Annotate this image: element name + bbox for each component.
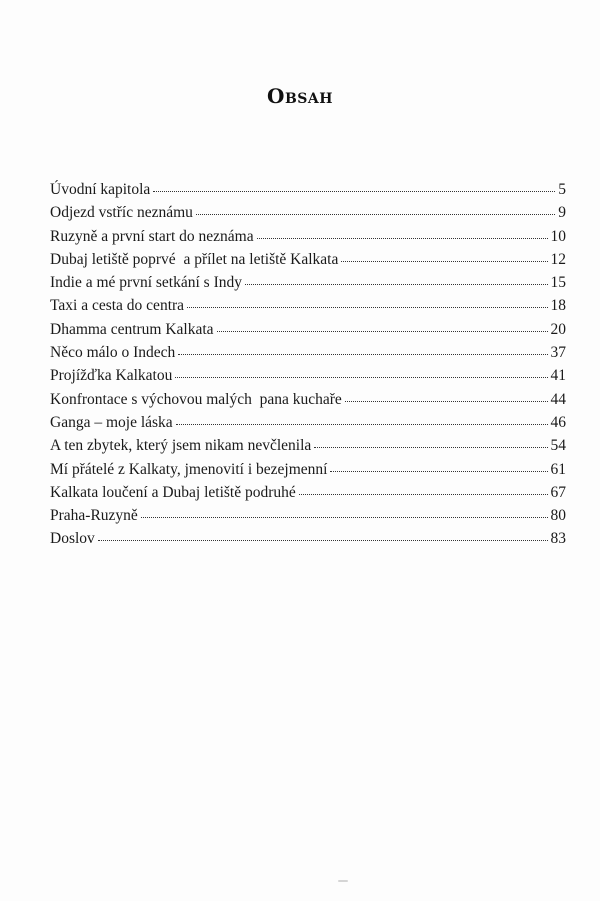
dot-leader xyxy=(257,237,548,239)
dot-leader xyxy=(330,470,547,472)
toc-entry-page: 5 xyxy=(558,181,566,198)
toc-entry-page: 20 xyxy=(550,320,566,338)
toc-entry xyxy=(50,530,566,553)
dot-leader xyxy=(176,423,548,425)
dot-leader xyxy=(187,306,547,308)
toc-entry-title: Dhamma centrum Kalkata xyxy=(50,320,214,338)
toc-entry xyxy=(50,461,566,484)
toc-entry-title: Projížďka Kalkatou xyxy=(50,367,173,385)
toc-entry-title: Taxi a cesta do centra xyxy=(50,297,185,315)
toc-entry-title: Konfrontace s výchovou malých pana kuchaře xyxy=(50,390,342,408)
dot-leader xyxy=(153,190,555,192)
table-of-contents xyxy=(50,181,566,554)
toc-entry xyxy=(50,181,566,204)
dot-leader xyxy=(341,260,547,262)
toc-entry-title: Doslov xyxy=(50,530,95,548)
toc-entry xyxy=(50,367,566,390)
toc-entry-page: 54 xyxy=(550,437,566,455)
toc-entry-title: Indie a mé první setkání s Indy xyxy=(50,274,242,292)
page-smudge xyxy=(338,880,348,882)
dot-leader xyxy=(98,539,548,541)
toc-entry-page: 37 xyxy=(550,344,566,362)
toc-entry-page: 61 xyxy=(550,460,566,478)
toc-entry-page: 83 xyxy=(550,530,566,548)
toc-entry-page: 10 xyxy=(550,227,566,245)
toc-entry xyxy=(50,228,566,251)
toc-entry-page: 44 xyxy=(550,390,566,408)
toc-entry-page: 41 xyxy=(550,367,566,385)
toc-entry xyxy=(50,297,566,320)
toc-entry xyxy=(50,321,566,344)
toc-entry xyxy=(50,251,566,274)
toc-entry-page: 18 xyxy=(550,297,566,315)
toc-entry-page: 46 xyxy=(550,413,566,431)
toc-entry-page: 9 xyxy=(558,204,566,222)
toc-entry-title: Ruzyně a první start do neznáma xyxy=(50,227,254,245)
toc-entry-title: Praha-Ruzyně xyxy=(50,507,138,525)
dot-leader xyxy=(314,446,547,448)
toc-entry-title: Kalkata loučení a Dubaj letiště podruhé xyxy=(50,483,296,501)
dot-leader xyxy=(178,353,547,355)
dot-leader xyxy=(345,400,548,402)
toc-entry-title: Úvodní kapitola xyxy=(50,181,151,198)
dot-leader xyxy=(299,493,548,495)
toc-entry-page: 15 xyxy=(550,274,566,292)
toc-entry-title: Ganga – moje láska xyxy=(50,413,173,431)
toc-entry xyxy=(50,344,566,367)
dot-leader xyxy=(175,376,547,378)
toc-entry-title: Dubaj letiště poprvé a přílet na letiště Kalkata xyxy=(50,250,339,268)
toc-entry-page: 67 xyxy=(550,483,566,501)
toc-entry xyxy=(50,391,566,414)
toc-entry xyxy=(50,437,566,460)
toc-entry xyxy=(50,484,566,507)
toc-entry xyxy=(50,204,566,227)
dot-leader xyxy=(217,330,548,332)
dot-leader xyxy=(245,283,548,285)
toc-entry-page: 12 xyxy=(550,250,566,268)
toc-entry-title: A ten zbytek, který jsem nikam nevčlenila xyxy=(50,437,312,455)
toc-entry-title: Odjezd vstříc neznámu xyxy=(50,204,193,222)
toc-entry xyxy=(50,414,566,437)
toc-entry xyxy=(50,507,566,530)
page-title: Obsah xyxy=(267,84,333,108)
toc-entry-page: 80 xyxy=(550,507,566,525)
toc-entry-title: Něco málo o Indech xyxy=(50,344,176,362)
toc-entry-title: Mí přátelé z Kalkaty, jmenovití i bezejmenní xyxy=(50,460,328,478)
dot-leader xyxy=(141,516,548,518)
dot-leader xyxy=(196,213,555,215)
toc-entry xyxy=(50,274,566,297)
